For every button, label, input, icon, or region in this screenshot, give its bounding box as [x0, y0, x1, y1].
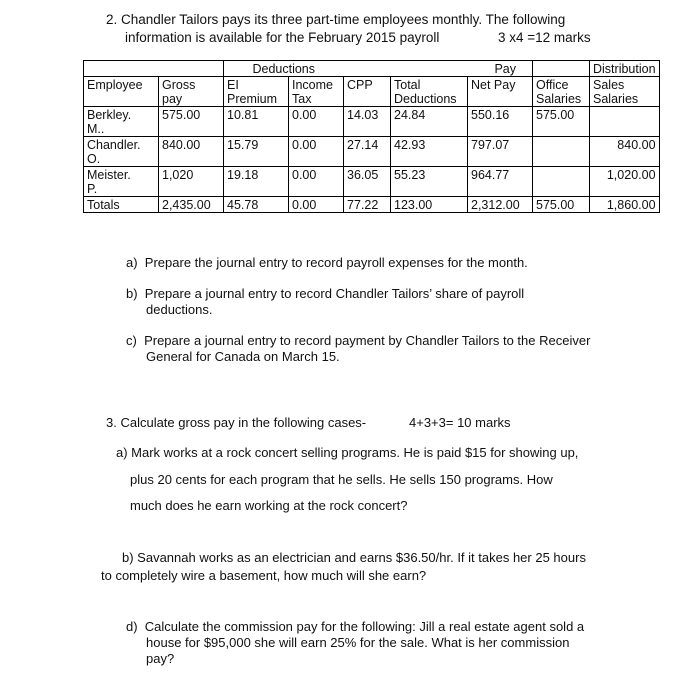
total-deductions-cell: 24.84 [391, 107, 468, 137]
total-deductions-header: Total Deductions [391, 77, 468, 107]
totals-income-tax: 0.00 [289, 197, 344, 213]
totals-total-deductions: 123.00 [391, 197, 468, 213]
income-tax-cell: 0.00 [289, 167, 344, 197]
distribution-group-header: Distribution [590, 61, 660, 77]
employee-cell: Meister. P. [84, 167, 159, 197]
office-salaries-cell [533, 137, 590, 167]
q2-part-c: c) Prepare a journal entry to record payment by Chandler Tailors to the Receiver General for Canada on March 15. [126, 333, 591, 364]
gross-pay-header: Gross pay [159, 77, 224, 107]
net-pay-cell: 797.07 [468, 137, 533, 167]
totals-net-pay: 2,312.00 [468, 197, 533, 213]
q3-part-b-line-2: to completely wire a basement, how much will she earn? [101, 568, 427, 583]
q2-part-a: a) Prepare the journal entry to record payroll expenses for the month. [126, 255, 528, 270]
q2-part-b: b) Prepare a journal entry to record Chandler Tailors’ share of payroll deductions. [126, 286, 525, 317]
question-3-marks: 4+3+3= 10 marks [409, 415, 511, 430]
ei-premium-header: EI Premium [224, 77, 289, 107]
ei-cell: 15.79 [224, 137, 289, 167]
gross-cell: 840.00 [159, 137, 224, 167]
net-pay-header: Net Pay [468, 77, 533, 107]
table-row [84, 107, 660, 137]
cpp-cell: 14.03 [344, 107, 391, 137]
q3-part-d: d) Calculate the commission pay for the following: Jill a real estate agent sold a house for $95,000 she will earn 25% for the sale. What is her commission pay? [126, 619, 585, 666]
office-salaries-cell: 575.00 [533, 107, 590, 137]
question-2-line-2: information is available for the February 2015 payroll [125, 30, 440, 45]
totals-gross: 2,435.00 [159, 197, 224, 213]
q3-part-a-line-3: much does he earn working at the rock concert? [130, 498, 408, 513]
office-salaries-header: Office Salaries [533, 77, 590, 107]
q3-part-a-line-1: a) Mark works at a rock concert selling programs. He is paid $15 for showing up, [116, 445, 579, 460]
income-tax-cell: 0.00 [289, 137, 344, 167]
total-deductions-cell: 42.93 [391, 137, 468, 167]
question-2-marks: 3 x4 =12 marks [498, 30, 591, 45]
ei-cell: 10.81 [224, 107, 289, 137]
cpp-cell: 36.05 [344, 167, 391, 197]
question-3-heading: 3. Calculate gross pay in the following cases- [106, 415, 367, 430]
totals-sales-salaries: 1,860.00 [590, 197, 660, 213]
employee-cell: Chandler. O. [84, 137, 159, 167]
totals-label: Totals [84, 197, 159, 213]
sales-salaries-cell: 840.00 [590, 137, 660, 167]
pay-group-header: Pay [344, 61, 533, 77]
blank-group-cell-2 [533, 61, 590, 77]
ei-cell: 19.18 [224, 167, 289, 197]
office-salaries-cell [533, 167, 590, 197]
group-header-row [84, 61, 660, 77]
net-pay-cell: 964.77 [468, 167, 533, 197]
totals-row [84, 197, 660, 213]
sales-salaries-header: Sales Salaries [590, 77, 660, 107]
income-tax-header: Income Tax [289, 77, 344, 107]
column-header-row [84, 77, 660, 107]
total-deductions-cell: 55.23 [391, 167, 468, 197]
table-row [84, 167, 660, 197]
totals-cpp: 77.22 [344, 197, 391, 213]
q3-part-b-line-1: b) Savannah works as an electrician and earns $36.50/hr. If it takes her 25 hours [122, 550, 586, 565]
sales-salaries-cell: 1,020.00 [590, 167, 660, 197]
totals-ei: 45.78 [224, 197, 289, 213]
employee-cell: Berkley. M.. [84, 107, 159, 137]
totals-office-salaries: 575.00 [533, 197, 590, 213]
sales-salaries-cell [590, 107, 660, 137]
blank-group-cell [84, 61, 224, 77]
cpp-header: CPP [344, 77, 391, 107]
deductions-group-header: Deductions [224, 61, 344, 77]
payroll-table [83, 60, 660, 213]
table-row [84, 137, 660, 167]
employee-header: Employee [84, 77, 159, 107]
gross-cell: 1,020 [159, 167, 224, 197]
net-pay-cell: 550.16 [468, 107, 533, 137]
income-tax-cell: 0.00 [289, 107, 344, 137]
question-2-line-1: 2. Chandler Tailors pays its three part-time employees monthly. The following [106, 12, 566, 27]
gross-cell: 575.00 [159, 107, 224, 137]
q3-part-a-line-2: plus 20 cents for each program that he sells. He sells 150 programs. How [130, 472, 553, 487]
cpp-cell: 27.14 [344, 137, 391, 167]
